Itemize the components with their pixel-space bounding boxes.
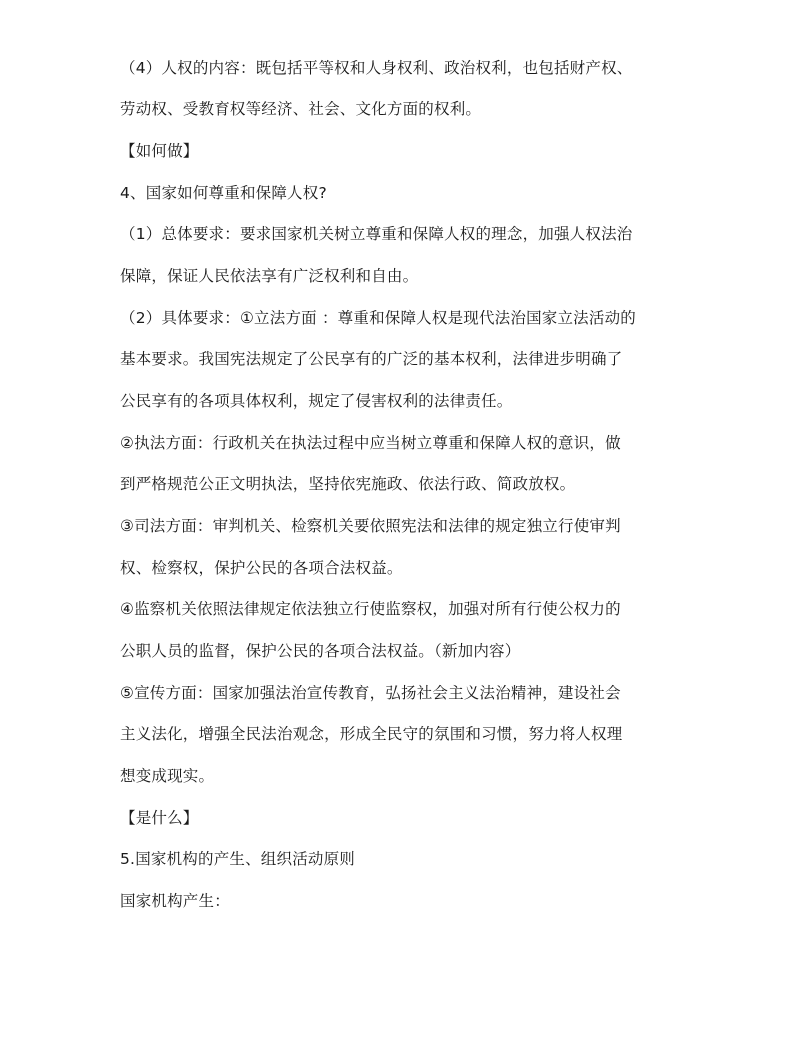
text-line: （4）人权的内容：既包括平等权和人身权利、政治权利，也包括财产权、 (120, 59, 633, 77)
text-line: 公职人员的监督，保护公民的各项合法权益。（新加内容） (120, 642, 521, 660)
question-heading: 4、国家如何尊重和保障人权? (120, 184, 327, 202)
text-line: ③司法方面：审判机关、检察机关要依照宪法和法律的规定独立行使审判 (120, 517, 621, 535)
section-heading: 【是什么】 (120, 809, 199, 827)
section-heading: 【如何做】 (120, 142, 199, 160)
text-line: 到严格规范公正文明执法，坚持依宪施政、依法行政、简政放权。 (120, 475, 576, 493)
text-line: ⑤宣传方面：国家加强法治宣传教育，弘扬社会主义法治精神，建设社会 (120, 684, 621, 702)
text-line: 公民享有的各项具体权利，规定了侵害权利的法律责任。 (120, 392, 513, 410)
text-line: ④监察机关依照法律规定依法独立行使监察权，加强对所有行使公权力的 (120, 600, 621, 618)
text-line: 想变成现实。 (120, 767, 215, 785)
text-line: （2）具体要求：①立法方面 ：尊重和保障人权是现代法治国家立法活动的 (120, 309, 636, 327)
text-line: 国家机构产生： (120, 892, 230, 910)
question-heading: 5.国家机构的产生、组织活动原则 (120, 850, 355, 868)
text-line: 权、检察权，保护公民的各项合法权益。 (120, 559, 403, 577)
text-line: 主义法化，增强全民法治观念，形成全民守的氛围和习惯，努力将人权理 (120, 725, 623, 743)
text-line: 基本要求。我国宪法规定了公民享有的广泛的基本权利，法律进步明确了 (120, 350, 623, 368)
text-line: （1）总体要求：要求国家机关树立尊重和保障人权的理念，加强人权法治 (120, 225, 633, 243)
text-line: ②执法方面：行政机关在执法过程中应当树立尊重和保障人权的意识，做 (120, 434, 621, 452)
text-line: 劳动权、受教育权等经济、社会、文化方面的权利。 (120, 100, 482, 118)
text-line: 保障，保证人民依法享有广泛权利和自由。 (120, 267, 419, 285)
